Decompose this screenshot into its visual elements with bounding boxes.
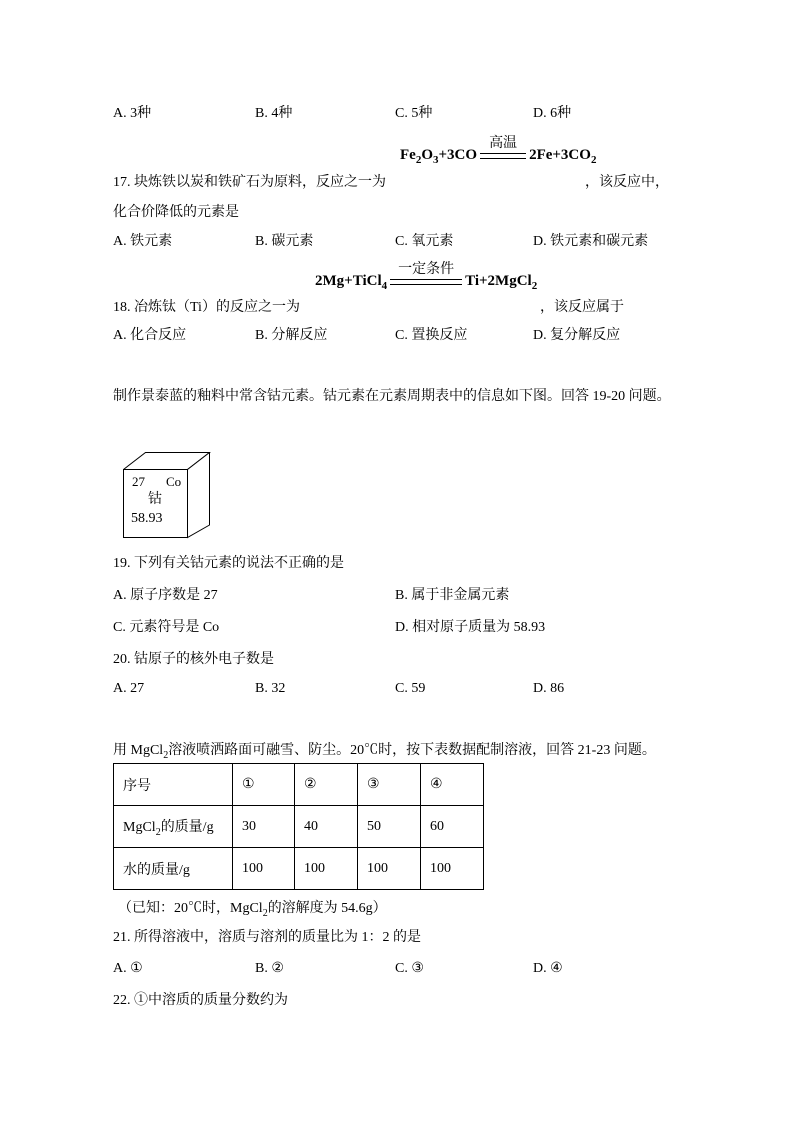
atomic-mass: 58.93 <box>131 511 163 526</box>
table-row-water-mass <box>114 848 484 890</box>
equation-lhs: $Fe_2O_3+3CO$ <box>400 146 478 166</box>
table-header-cell: ② <box>295 764 358 806</box>
q21-option-b: B. ② <box>255 961 284 976</box>
q21-stem: 21. 所得溶液中，溶质与溶剂的质量比为 1：2 的是 <box>113 930 421 945</box>
q17-option-c: C. 氧元素 <box>395 234 454 249</box>
equation-rhs: Ti+2MgCl$_2$ <box>465 272 538 292</box>
q18-stem-tail: ，该反应属于 <box>540 300 624 315</box>
cobalt-intro-paragraph: 制作景泰蓝的釉料中常含钴元素。钴元素在元素周期表中的信息如下图。回答 19-20 问题。 <box>113 389 671 404</box>
q20-option-d: D. 86 <box>533 681 565 696</box>
table-cell: 100 <box>358 848 421 890</box>
table-header-row <box>114 764 484 806</box>
equals-double-line <box>480 153 526 159</box>
equation-rhs: $2Fe+3CO_2$ <box>529 146 597 166</box>
reaction-condition-equals <box>480 136 526 159</box>
table-header-cell: 序号 <box>114 764 233 806</box>
equals-double-line <box>390 279 462 285</box>
q17-option-d: D. 铁元素和碳元素 <box>533 234 649 249</box>
row-label-cell: 水的质量/g <box>114 848 233 890</box>
solution-table <box>113 763 484 890</box>
table-cell: 30 <box>233 806 295 848</box>
q19-stem: 19. 下列有关钴元素的说法不正确的是 <box>113 556 344 571</box>
q17-option-b: B. 碳元素 <box>255 234 314 249</box>
q19-option-a: A. 原子序数是 27 <box>113 588 218 603</box>
equation-iron-smelting <box>400 136 597 166</box>
q21-option-c: C. ③ <box>395 961 424 976</box>
q19-option-d: D. 相对原子质量为 58.93 <box>395 620 546 635</box>
mgcl2-intro-paragraph: 用 MgCl$_2$溶液喷洒路面可融雪、防尘。20℃时，按下表数据配制溶液，回答 21-23 问题。 <box>113 743 656 761</box>
q18-option-b: B. 分解反应 <box>255 328 328 343</box>
q19-option-b: B. 属于非金属元素 <box>395 588 510 603</box>
q20-stem: 20. 钴原子的核外电子数是 <box>113 652 274 667</box>
q16-option-a: A. 3种 <box>113 106 152 121</box>
reaction-condition-equals <box>390 262 462 285</box>
q16-option-c: C. 5种 <box>395 106 433 121</box>
table-header-cell: ③ <box>358 764 421 806</box>
q20-option-a: A. 27 <box>113 681 145 696</box>
q21-option-d: D. ④ <box>533 961 563 976</box>
row-label-cell: MgCl$_2$的质量/g <box>114 806 233 848</box>
table-cell: 100 <box>421 848 484 890</box>
table-cell: 50 <box>358 806 421 848</box>
q17-stem: 17. 块炼铁以炭和铁矿石为原料，反应之一为 <box>113 175 386 190</box>
table-header-cell: ① <box>233 764 295 806</box>
reaction-condition-label: 一定条件 <box>398 262 455 277</box>
element-name: 钴 <box>148 492 162 507</box>
equation-lhs: 2Mg+TiCl$_4$ <box>315 272 388 292</box>
q16-option-d: D. 6种 <box>533 106 572 121</box>
atomic-number: 27 <box>132 474 145 489</box>
q18-option-a: A. 化合反应 <box>113 328 187 343</box>
solubility-note: （已知：20℃时，MgCl$_2$的溶解度为 54.6g） <box>118 901 387 919</box>
q16-option-b: B. 4种 <box>255 106 293 121</box>
q22-stem: 22. ①中溶质的质量分数约为 <box>113 993 288 1008</box>
q21-option-a: A. ① <box>113 961 143 976</box>
table-row-mgcl2-mass <box>114 806 484 848</box>
q18-stem: 18. 冶炼钛（Ti）的反应之一为 <box>113 300 300 315</box>
equation-titanium-smelting <box>315 262 538 292</box>
table-cell: 40 <box>295 806 358 848</box>
table-cell: 100 <box>295 848 358 890</box>
q17-stem-tail: ，该反应中， <box>585 175 669 190</box>
q17-option-a: A. 铁元素 <box>113 234 173 249</box>
table-cell: 100 <box>233 848 295 890</box>
q18-option-c: C. 置换反应 <box>395 328 468 343</box>
q20-option-c: C. 59 <box>395 681 426 696</box>
table-header-cell: ④ <box>421 764 484 806</box>
table-cell: 60 <box>421 806 484 848</box>
q19-option-c: C. 元素符号是 Co <box>113 620 220 635</box>
q17-stem-line2: 化合价降低的元素是 <box>113 205 239 220</box>
reaction-condition-label: 高温 <box>489 136 518 151</box>
element-symbol: Co <box>166 474 182 489</box>
q18-option-d: D. 复分解反应 <box>533 328 621 343</box>
element-cell-cube <box>123 452 211 539</box>
q20-option-b: B. 32 <box>255 681 286 696</box>
